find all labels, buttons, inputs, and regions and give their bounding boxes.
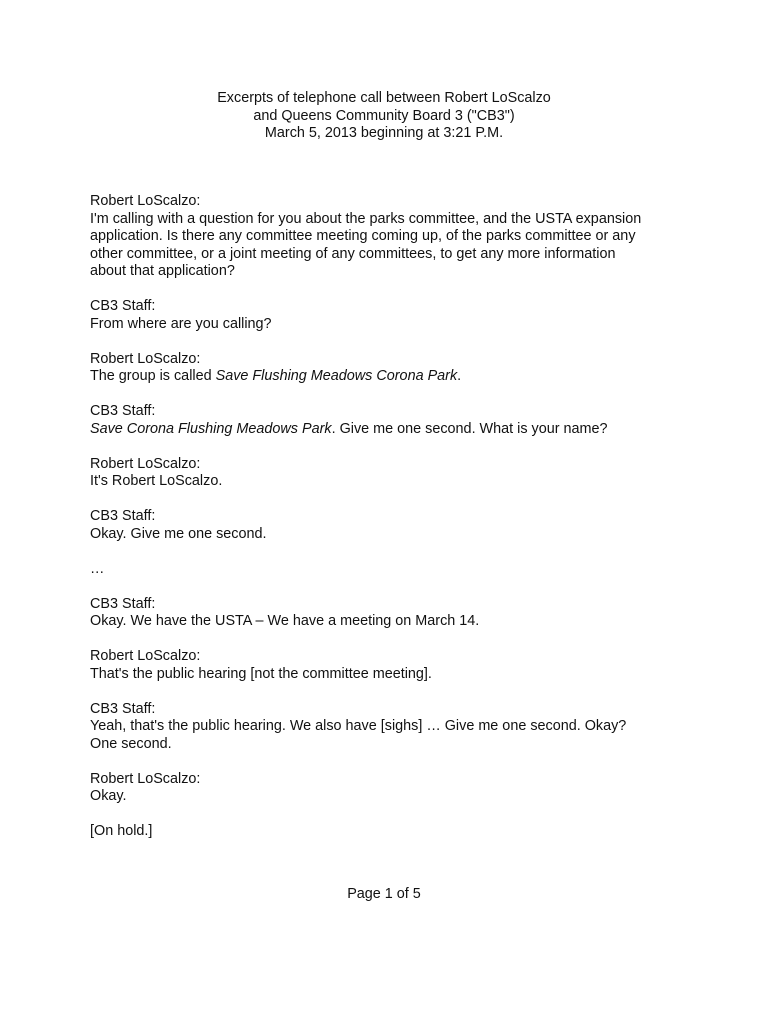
speaker-label: CB3 Staff: (90, 403, 156, 419)
transcript-entry (90, 456, 678, 491)
speaker-label: Robert LoScalzo: (90, 455, 201, 472)
transcript-body (90, 193, 678, 858)
dialogue-text-plain: . Give me one second. What is your name? (331, 420, 608, 437)
speaker-label: Robert LoScalzo: (90, 350, 201, 367)
dialogue-text: Okay. We have the USTA – We have a meeting on March 14. (90, 613, 480, 629)
dialogue-text: Okay. Give me one second. (90, 525, 267, 542)
transcript-entry (90, 596, 678, 631)
transcript-entry (90, 403, 678, 438)
transcript-entry (90, 701, 678, 754)
dialogue-line: One second. (90, 735, 172, 752)
dialogue-text-plain: The group is called (90, 368, 216, 384)
header-parties-line: and Queens Community Board 3 ("CB3") (253, 107, 515, 124)
hold-note (90, 823, 678, 841)
dialogue-line: application. Is there any committee meeting coming up, of the parks committee or any (90, 228, 636, 244)
document-header (90, 90, 678, 143)
dialogue-line: about that application? (90, 263, 235, 279)
page-footer (0, 886, 768, 904)
transcript-entry (90, 298, 678, 333)
dialogue-text: It's Robert LoScalzo. (90, 473, 223, 489)
header-title-line: Excerpts of telephone call between Robert LoScalzo (217, 90, 551, 106)
page-number: Page 1 of 5 (347, 886, 421, 902)
speaker-label: CB3 Staff: (90, 700, 156, 717)
speaker-label: Robert LoScalzo: (90, 193, 201, 209)
dialogue-text: That's the public hearing [not the committee meeting]. (90, 665, 432, 682)
dialogue-line: Yeah, that's the public hearing. We also have [sighs] … Give me one second. Okay? (90, 718, 627, 734)
omission-ellipsis (90, 561, 678, 579)
group-name-italic: Save Flushing Meadows Corona Park (215, 368, 458, 384)
dialogue-line: other committee, or a joint meeting of any committees, to get any more information (90, 245, 616, 262)
group-name-italic: Save Corona Flushing Meadows Park (90, 420, 332, 437)
speaker-label: Robert LoScalzo: (90, 770, 201, 787)
dialogue-text (90, 421, 678, 439)
speaker-label: CB3 Staff: (90, 595, 156, 612)
hold-note-text: [On hold.] (90, 823, 153, 839)
transcript-entry (90, 508, 678, 543)
transcript-entry (90, 648, 678, 683)
speaker-label: CB3 Staff: (90, 298, 156, 314)
transcript-entry (90, 351, 678, 386)
dialogue-text-plain: . (457, 368, 462, 384)
dialogue-text (90, 368, 678, 386)
header-date-line: March 5, 2013 beginning at 3:21 P.M. (264, 125, 504, 141)
speaker-label: Robert LoScalzo: (90, 648, 201, 664)
dialogue-text: From where are you calling? (90, 315, 272, 332)
transcript-entry (90, 193, 678, 281)
dialogue-line: I'm calling with a question for you about the parks committee, and the USTA expansion (90, 210, 642, 227)
transcript-entry (90, 771, 678, 806)
dialogue-text: Okay. (90, 788, 127, 804)
speaker-label: CB3 Staff: (90, 508, 156, 524)
ellipsis-text: … (90, 560, 105, 577)
